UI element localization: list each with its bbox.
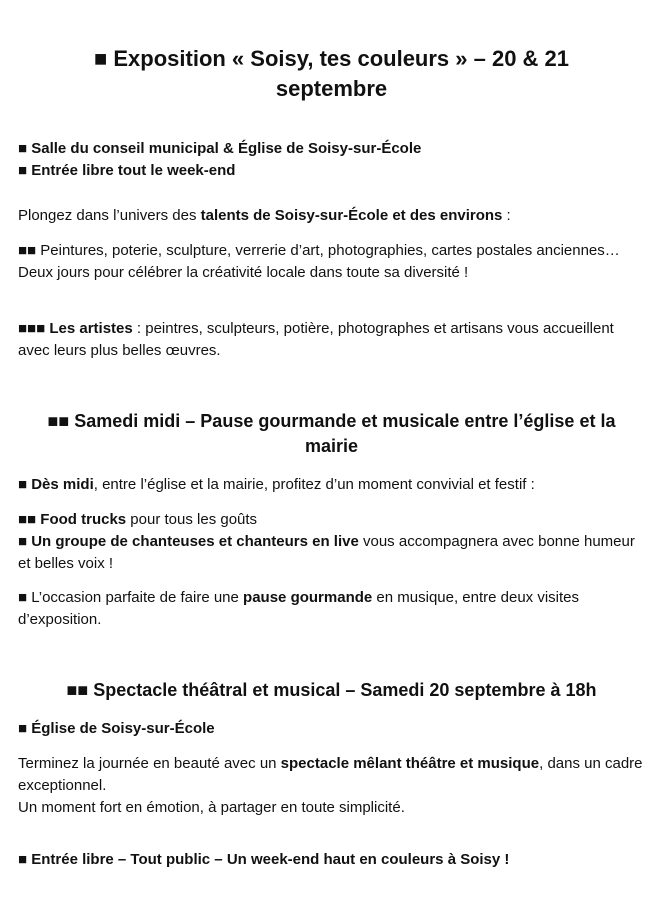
- des-midi-label: ■ Dès midi: [18, 476, 94, 493]
- food-trucks-text: pour tous les goûts: [126, 511, 258, 528]
- section-heading-saturday-noon: ■■ Samedi midi – Pause gourmande et musicale entre l’église et la mairie: [47, 411, 616, 456]
- occasion-suffix: en musique, entre deux visites d’exposition.: [18, 589, 580, 628]
- disciplines-tagline: Deux jours pour célébrer la créativité locale dans toute sa diversité !: [18, 264, 469, 281]
- show-venue-paragraph: [18, 718, 648, 740]
- artists-text: : peintres, sculpteurs, potière, photographes et artisans vous accueillent avec leurs plus belles œuvres.: [18, 320, 614, 359]
- footer-text: ■ Entrée libre – Tout public – Un week-end haut en couleurs à Soisy !: [18, 851, 510, 868]
- page-title: ■ Exposition « Soisy, tes couleurs » – 20 & 21 septembre: [93, 46, 570, 101]
- disciplines-list: ■■ Peintures, poterie, sculpture, verrerie d’art, photographies, cartes postales anciennes…: [18, 242, 620, 259]
- intro-suffix: :: [502, 207, 511, 224]
- des-midi-text: , entre l’église et la mairie, profitez d’un moment convivial et festif :: [93, 476, 535, 493]
- show-text-prefix: Terminez la journée en beauté avec un: [18, 755, 281, 772]
- venue-text: ■ Salle du conseil municipal & Église de Soisy-sur-École: [18, 140, 422, 157]
- music-group-label: ■ Un groupe de chanteuses et chanteurs en live: [18, 533, 359, 550]
- show-text-highlight: spectacle mêlant théâtre et musique: [280, 755, 540, 772]
- intro-highlight: talents de Soisy-sur-École et des environs: [200, 207, 503, 224]
- artists-paragraph: [18, 318, 648, 362]
- show-text-suffix: , dans un cadre exceptionnel.: [18, 755, 643, 794]
- intro-paragraph: [18, 205, 648, 227]
- occasion-paragraph: [18, 587, 648, 631]
- show-venue: ■ Église de Soisy-sur-École: [18, 720, 215, 737]
- footer-paragraph: [18, 849, 648, 871]
- occasion-prefix: ■ L’occasion parfaite de faire une: [18, 589, 244, 606]
- venue-info: [18, 138, 648, 182]
- show-moment-text: Un moment fort en émotion, à partager en toute simplicité.: [18, 799, 405, 816]
- occasion-highlight: pause gourmande: [243, 589, 373, 606]
- des-midi-paragraph: [18, 474, 648, 496]
- section-heading-show: ■■ Spectacle théâtral et musical – Samedi 20 septembre à 18h: [66, 680, 597, 700]
- music-group-text: vous accompagnera avec bonne humeur et belles voix !: [18, 533, 635, 572]
- artists-label: ■■■ Les artistes: [18, 320, 133, 337]
- free-entry-text: ■ Entrée libre tout le week-end: [18, 162, 236, 179]
- food-trucks-label: ■■ Food trucks: [18, 511, 127, 528]
- intro-prefix: Plongez dans l’univers des: [18, 207, 201, 224]
- show-description-paragraph: [18, 753, 648, 819]
- disciplines-paragraph: [18, 240, 648, 284]
- food-and-music-paragraph: [18, 509, 648, 575]
